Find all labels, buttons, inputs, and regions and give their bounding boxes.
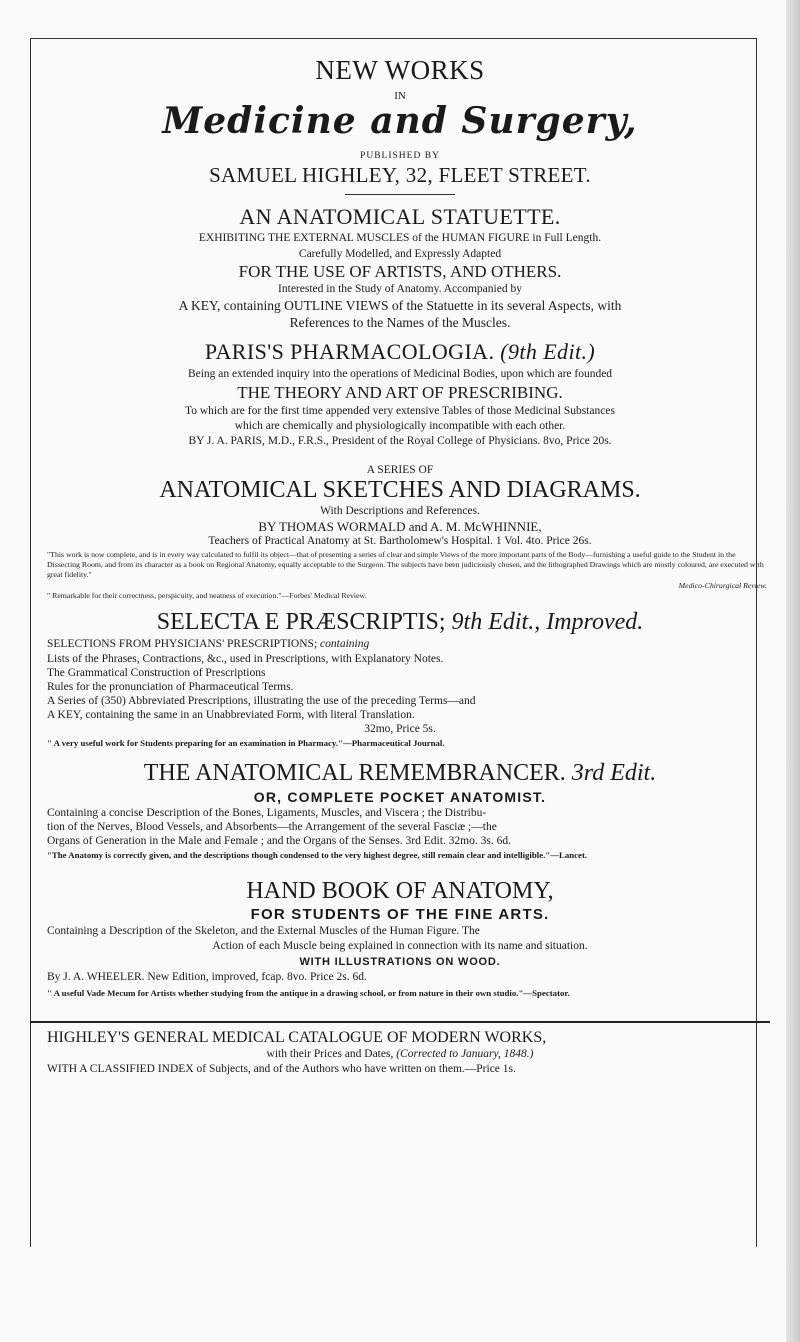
statuette-line2: Carefully Modelled, and Expressly Adapted [298, 248, 502, 260]
sketches-review2: " Remarkable for their correctness, perspicuity, and neatness of execution."—Forbes' Medical Review. [47, 591, 367, 600]
catalogue-line3: WITH A CLASSIFIED INDEX of Subjects, and of the Authors who have written on them.—Price 1s. [47, 1063, 516, 1075]
handbook-title: HAND BOOK OF ANATOMY, [246, 878, 554, 904]
sketches-title: ANATOMICAL SKETCHES AND DIAGRAMS. [159, 477, 641, 503]
title-in: IN [394, 90, 406, 102]
remembrancer-title-text: THE ANATOMICAL REMEMBRANCER. [143, 760, 566, 786]
sketches-line1: With Descriptions and References. [320, 505, 480, 517]
selecta-line6: A KEY, containing the same in an Unabbreviated Form, with literal Translation. [47, 709, 415, 721]
handbook-line3: WITH ILLUSTRATIONS ON WOOD. [299, 956, 501, 968]
statuette-line6: References to the Names of the Muscles. [289, 315, 511, 330]
remembrancer-line2: tion of the Nerves, Blood Vessels, and Absorbents—the Arrangement of the several Fasciæ ;—the [47, 821, 497, 833]
paris-line5: BY J. A. PARIS, M.D., F.R.S., President of the Royal College of Physicians. 8vo, Price 20s. [188, 435, 612, 447]
sketches-series: A SERIES OF [366, 464, 434, 476]
sketches-review1-source: Medico-Chirurgical Review. [678, 581, 767, 590]
remembrancer-line1: Containing a concise Description of the Bones, Ligaments, Muscles, and Viscera ; the Distribu- [47, 807, 487, 819]
handbook-line4: By J. A. WHEELER. New Edition, improved, fcap. 8vo. Price 2s. 6d. [47, 971, 367, 983]
statuette-line1: EXHIBITING THE EXTERNAL MUSCLES of the HUMAN FIGURE in Full Length. [198, 232, 602, 244]
remembrancer-title [0, 760, 800, 787]
handbook-subtitle: FOR STUDENTS OF THE FINE ARTS. [250, 906, 550, 923]
selecta-title [0, 609, 800, 636]
page-title: NEW WORKS [315, 55, 485, 85]
selecta-line1-italic: containing [320, 638, 370, 650]
sketches-line3: Teachers of Practical Anatomy at St. Bartholomew's Hospital. 1 Vol. 4to. Price 26s. [208, 535, 592, 547]
catalogue-rule [30, 1021, 770, 1023]
paris-title [0, 339, 800, 365]
handbook-review: " A useful Vade Mecum for Artists whether studying from the antique in a drawing school, or from nature in their own studio."—Spectator. [47, 988, 570, 998]
catalogue-line1: HIGHLEY'S GENERAL MEDICAL CATALOGUE OF MODERN WORKS, [47, 1029, 547, 1046]
handbook-line2: Action of each Muscle being explained in connection with its name and situation. [212, 940, 588, 952]
selecta-line3: The Grammatical Construction of Prescriptions [47, 667, 266, 679]
sketches-review1: "This work is now complete, and is in every way calculated to fulfil its object—that of presenting a series of clear and simple Views of the more important parts of the Body—furnishing a useful guide to the Student in the Dissecting Room, and from its character as a book on Regional Anatomy, equally acceptable to the Surgeon. The subjects have been judiciously chosen, and the lithographed Drawings which are mostly coloured, are executed with great fidelity." [47, 550, 764, 579]
selecta-line1 [47, 638, 767, 650]
paris-line4: which are chemically and physiologically incompatible with each other. [234, 420, 566, 432]
statuette-line4: Interested in the Study of Anatomy. Accompanied by [278, 283, 522, 295]
selecta-title-text: SELECTA E PRÆSCRIPTIS; [156, 609, 446, 635]
divider [345, 194, 455, 195]
selecta-line5: A Series of (350) Abbreviated Prescriptions, illustrating the use of the preceding Terms—and [47, 695, 476, 707]
selecta-review: " A very useful work for Students preparing for an examination in Pharmacy."—Pharmaceutical Journal. [47, 738, 445, 748]
selecta-edition: 9th Edit., Improved. [451, 609, 644, 635]
remembrancer-line3: Organs of Generation in the Male and Female ; and the Organs of the Senses. 3rd Edit. 32mo. 3s. 6d. [47, 835, 511, 847]
sketches-line2: BY THOMAS WORMALD and A. M. McWHINNIE, [258, 519, 542, 534]
remembrancer-subtitle: OR, COMPLETE POCKET ANATOMIST. [253, 789, 547, 805]
statuette-line5: A KEY, containing OUTLINE VIEWS of the Statuette in its several Aspects, with [178, 298, 622, 313]
handbook-line1: Containing a Description of the Skeleton, and the External Muscles of the Human Figure. The [47, 925, 480, 937]
selecta-line4: Rules for the pronunciation of Pharmaceutical Terms. [47, 681, 294, 693]
statuette-line3: FOR THE USE OF ARTISTS, AND OTHERS. [238, 262, 562, 281]
catalogue-line2-italic: (Corrected to January, 1848.) [396, 1048, 534, 1060]
paris-line1: Being an extended inquiry into the operations of Medicinal Bodies, upon which are founded [187, 368, 613, 380]
paris-title-text: PARIS'S PHARMACOLOGIA. [204, 339, 495, 364]
statuette-title: AN ANATOMICAL STATUETTE. [239, 204, 561, 229]
remembrancer-review: "The Anatomy is correctly given, and the descriptions though condensed to the very highest degree, still remain clear and intelligible."—Lancet. [47, 850, 588, 860]
selecta-line7: 32mo, Price 5s. [364, 723, 436, 735]
paris-edition: (9th Edit.) [500, 339, 596, 364]
catalogue-line2 [0, 1048, 800, 1060]
selecta-line2: Lists of the Phrases, Contractions, &c., used in Prescriptions, with Explanatory Notes. [47, 653, 444, 665]
remembrancer-edition: 3rd Edit. [571, 760, 657, 786]
catalogue-line2-text: with their Prices and Dates, [266, 1048, 394, 1060]
selecta-line1-text: SELECTIONS FROM PHYSICIANS' PRESCRIPTIONS; [47, 638, 318, 650]
published-by: PUBLISHED BY [360, 151, 440, 161]
page-edge [786, 0, 800, 1342]
paris-line2: THE THEORY AND ART OF PRESCRIBING. [237, 383, 563, 402]
publisher: SAMUEL HIGHLEY, 32, FLEET STREET. [209, 163, 591, 187]
blackletter-subtitle: Medicine and Surgery, [162, 100, 638, 142]
paris-line3: To which are for the first time appended very extensive Tables of those Medicinal Substances [185, 405, 615, 417]
